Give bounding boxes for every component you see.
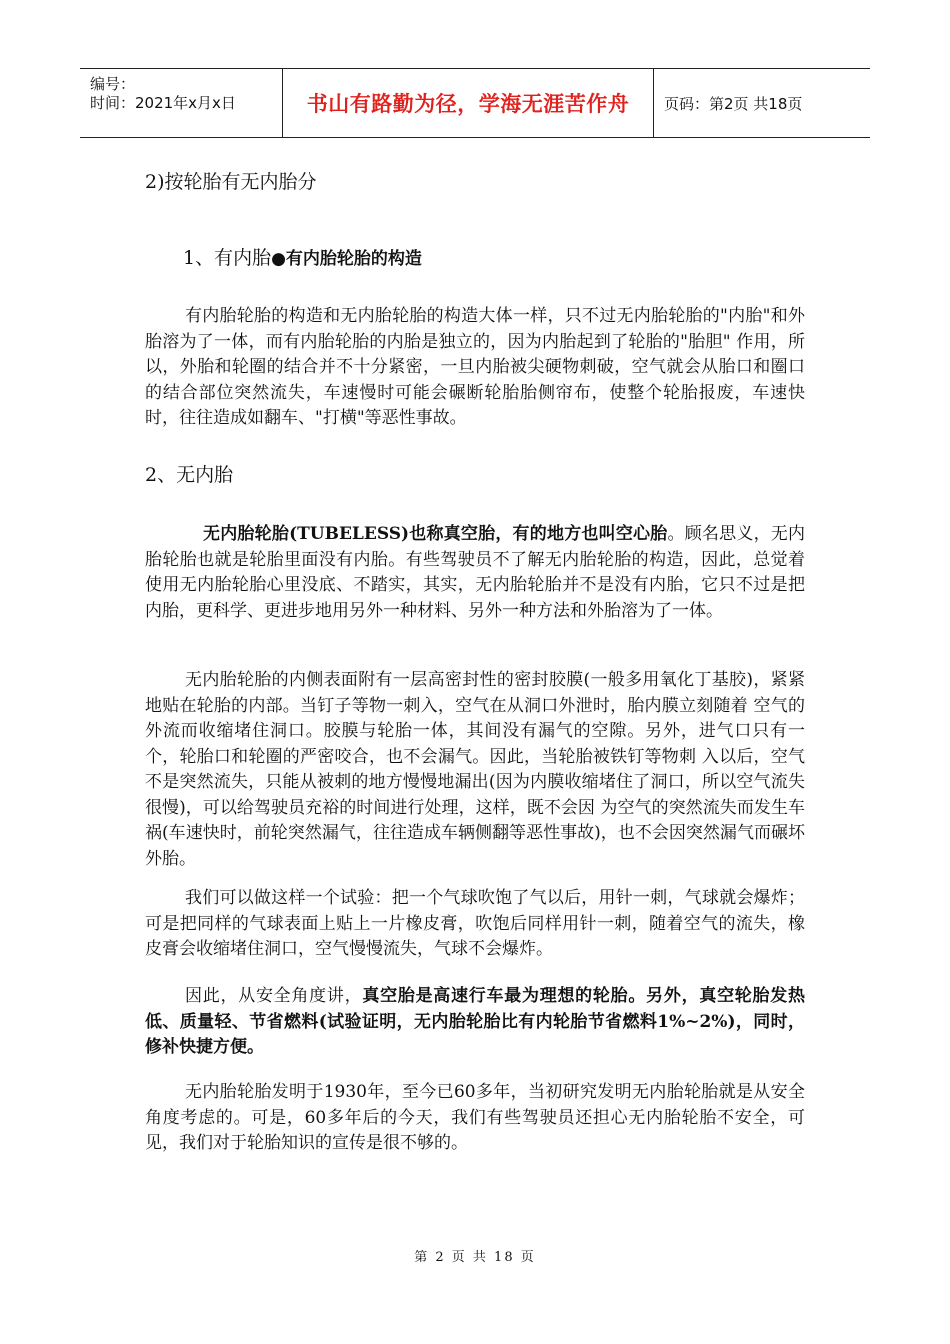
section-heading: 2)按轮胎有无内胎分: [145, 171, 317, 193]
tubeless-intro-rest: 。顾名思义，无内胎轮胎也就是轮胎里面没有内胎。有些驾驶员不了解无内胎轮胎的构造，因此，总觉着使用无内胎轮胎心里没底、不踏实，其实，无内胎轮胎并不是没有内胎，它只不过是把内胎，更科学、更进步地用另外一种材料、另外一种方法和外胎溶为了一体。: [145, 524, 806, 621]
subsection-heading-prefix: 1、有内胎: [183, 247, 272, 269]
safety-lead: 因此，从安全角度讲，: [185, 986, 363, 1006]
subsection-heading-bold: ●有内胎轮胎的构造: [271, 249, 422, 269]
header-motto-cell: [283, 69, 654, 137]
paragraph-tubeless-intro: [145, 522, 805, 624]
subsection-heading: [183, 244, 422, 273]
paragraph-safety: [145, 984, 805, 1061]
motto-text: 书山有路勤为径，学海无涯苦作舟: [306, 92, 630, 116]
page-header: [80, 68, 870, 138]
paragraph-history: 无内胎轮胎发明于1930年，至今已60多年，当初研究发明无内胎轮胎就是从安全角度考虑的。可是，60多年后的今天，我们有些驾驶员还担心无内胎轮胎不安全，可见，我们对于轮胎知识的宣传是很不够的。: [145, 1082, 805, 1153]
paragraph-inner-tube: 有内胎轮胎的构造和无内胎轮胎的构造大体一样，只不过无内胎轮胎的"内胎"和外胎溶为了一体，而有内胎轮胎的内胎是独立的，因为内胎起到了轮胎的"胎胆" 作用，所以，外胎和轮圈的结合并不十分紧密，一旦内胎被尖硬物刺破，空气就会从胎口和圈口的结合部位突然流失，车速慢时可能会碾断轮胎胎侧帘布，使整个轮胎报废，车速快时，往往造成如翻车、"打横"等恶性事故。: [145, 306, 805, 428]
header-meta: [80, 69, 283, 137]
paragraph-balloon-test: 我们可以做这样一个试验：把一个气球吹饱了气以后，用针一刺，气球就会爆炸；可是把同样的气球表面上贴上一片橡皮膏，吹饱后同样用针一刺，随着空气的流失，橡皮膏会收缩堵住洞口，空气慢慢流失，气球不会爆炸。: [145, 888, 805, 959]
paragraph-seal-film: 无内胎轮胎的内侧表面附有一层高密封性的密封胶膜(一般多用氧化丁基胶)，紧紧地贴在轮胎的内部。当钉子等物一刺入，空气在从洞口外泄时，胎内膜立刻随着 空气的外流而收缩堵住洞口。胶膜与轮胎一体，其间没有漏气的空隙。另外，进气口只有一个，轮胎口和轮圈的严密咬合，也不会漏气。因此，当轮胎被铁钉等物刺 入以后，空气不是突然流失，只能从被刺的地方慢慢地漏出(因为内膜收缩堵住了洞口，所以空气流失很慢)，可以给驾驶员充裕的时间进行处理，这样，既不会因 为空气的突然流失而发生车祸(车速快时，前轮突然漏气，往往造成车辆侧翻等恶性事故)，也不会因突然漏气而碾坏外胎。: [145, 670, 805, 869]
page-info: 页码：第2页 共18页: [664, 94, 803, 113]
tubeless-definition: 无内胎轮胎(TUBELESS)也称真空胎，有的地方也叫空心胎: [203, 524, 668, 544]
safety-bold: 真空胎是高速行车最为理想的轮胎。另外，真空轮胎发热低、质量轻、节省燃料(试验证明，无内胎轮胎比有内轮胎节省燃料1%~2%)，同时，修补快捷方便。: [145, 986, 806, 1057]
code-label: 编号：: [90, 75, 136, 93]
date-line: 时间：2021年x月x日: [90, 94, 236, 112]
subsection-heading-tubeless: 2、无内胎: [145, 464, 234, 486]
page-footer: 第 2 页 共 18 页: [414, 1250, 536, 1265]
